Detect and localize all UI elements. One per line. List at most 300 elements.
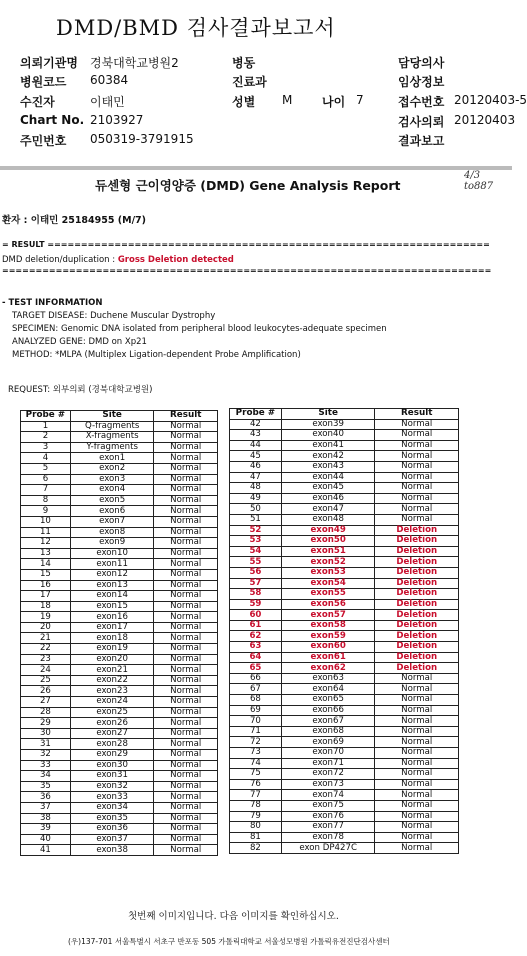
table-row: [230, 557, 459, 568]
site-cell: exon2: [70, 463, 154, 474]
result-cell: Normal: [154, 601, 218, 612]
result-cell: Normal: [154, 718, 218, 729]
site-cell: exon28: [70, 739, 154, 750]
table-row: [230, 504, 459, 515]
site-cell: Y-fragments: [70, 442, 154, 453]
site-cell: exon68: [281, 726, 375, 737]
table-row: [230, 461, 459, 472]
result-cell: Normal: [154, 432, 218, 443]
result-cell: Normal: [154, 792, 218, 803]
col-site-header: Site: [281, 409, 375, 420]
result-cell: Normal: [154, 665, 218, 676]
chart-no-label: Chart No.: [20, 113, 85, 127]
table-row: [21, 559, 218, 570]
request-label: 검사의뢰: [398, 115, 445, 129]
site-cell: exon41: [281, 440, 375, 451]
site-cell: exon4: [70, 485, 154, 496]
result-cell: Normal: [154, 750, 218, 761]
chart-no-value: 2103927: [90, 113, 144, 127]
result-cell: Normal: [375, 461, 459, 472]
probe-cell: 35: [21, 781, 71, 792]
table-row: [21, 506, 218, 517]
table-row: [21, 697, 218, 708]
site-cell: exon36: [70, 824, 154, 835]
site-cell: exon16: [70, 612, 154, 623]
result-cell: Normal: [154, 559, 218, 570]
request-line: REQUEST: 외부의뢰 (경북대학교병원): [8, 385, 153, 395]
request-date-value: 20120403: [454, 113, 516, 127]
probe-cell: 40: [21, 834, 71, 845]
result-cell: Normal: [375, 472, 459, 483]
result-cell: Normal: [375, 811, 459, 822]
result-cell: Normal: [154, 527, 218, 538]
result-cell: Normal: [154, 824, 218, 835]
method: METHOD: *MLPA (Multiplex Ligation-dependent Probe Amplification): [12, 350, 301, 360]
site-cell: exon29: [70, 750, 154, 761]
table-row: [21, 442, 218, 453]
probe-cell: 34: [21, 771, 71, 782]
result-cell: Deletion: [375, 652, 459, 663]
table-row: [21, 686, 218, 697]
table-row: [230, 430, 459, 441]
site-cell: exon24: [70, 697, 154, 708]
site-cell: exon59: [281, 631, 375, 642]
result-cell: Normal: [154, 612, 218, 623]
site-cell: exon56: [281, 599, 375, 610]
site-cell: exon43: [281, 461, 375, 472]
site-cell: exon61: [281, 652, 375, 663]
result-cell: Deletion: [375, 546, 459, 557]
site-cell: exon46: [281, 493, 375, 504]
site-cell: exon70: [281, 748, 375, 759]
probe-cell: 14: [21, 559, 71, 570]
result-cell: Normal: [154, 739, 218, 750]
probe-cell: 59: [230, 599, 282, 610]
table-row: [230, 440, 459, 451]
result-cell: Normal: [375, 695, 459, 706]
target-disease: TARGET DISEASE: Duchene Muscular Dystrophy: [12, 311, 216, 321]
table-row: [230, 758, 459, 769]
result-cell: Deletion: [375, 631, 459, 642]
test-info-heading: - TEST INFORMATION: [2, 298, 103, 308]
result-cell: Normal: [375, 440, 459, 451]
handnote-line-2: to887: [464, 181, 494, 192]
result-rule: = RESULT ==================================================================: [2, 240, 490, 249]
result-cell: Normal: [154, 633, 218, 644]
probe-cell: 78: [230, 800, 282, 811]
handnote-line-1: 4/3: [464, 170, 481, 181]
probe-cell: 66: [230, 673, 282, 684]
site-cell: exon76: [281, 811, 375, 822]
site-cell: exon38: [70, 845, 154, 856]
probe-cell: 57: [230, 578, 282, 589]
probe-cell: 22: [21, 644, 71, 655]
site-cell: X-fragments: [70, 432, 154, 443]
result-cell: Normal: [375, 493, 459, 504]
table-row: [230, 642, 459, 653]
probe-cell: 55: [230, 557, 282, 568]
table-row: [21, 453, 218, 464]
site-cell: exon62: [281, 663, 375, 674]
table-row: [21, 622, 218, 633]
table-row: [230, 832, 459, 843]
result-cell: Normal: [154, 644, 218, 655]
table-row: [21, 527, 218, 538]
table-row: [230, 822, 459, 833]
probe-cell: 70: [230, 716, 282, 727]
probe-cell: 77: [230, 790, 282, 801]
result-cell: Normal: [154, 834, 218, 845]
result-cell: Normal: [154, 569, 218, 580]
table-row: [21, 750, 218, 761]
col-result-header: Result: [375, 409, 459, 420]
table-row: [230, 663, 459, 674]
probe-cell: 32: [21, 750, 71, 761]
site-cell: exon63: [281, 673, 375, 684]
table-row: [230, 726, 459, 737]
table-row: [21, 644, 218, 655]
result-cell: Deletion: [375, 642, 459, 653]
table-row: [230, 419, 459, 430]
probe-table-left: [20, 410, 218, 856]
probe-cell: 26: [21, 686, 71, 697]
site-cell: exon14: [70, 591, 154, 602]
probe-cell: 48: [230, 483, 282, 494]
table-row: [230, 578, 459, 589]
site-cell: exon7: [70, 516, 154, 527]
site-cell: exon52: [281, 557, 375, 568]
result-cell: Deletion: [375, 525, 459, 536]
table-row: [21, 771, 218, 782]
probe-cell: 25: [21, 675, 71, 686]
result-cell: Normal: [375, 748, 459, 759]
result-cell: Normal: [154, 474, 218, 485]
table-row: [21, 612, 218, 623]
result-prefix: DMD deletion/duplication :: [2, 255, 118, 265]
report-title: 듀센형 근이영양증 (DMD) Gene Analysis Report: [95, 178, 401, 193]
site-cell: exon74: [281, 790, 375, 801]
probe-cell: 54: [230, 546, 282, 557]
site-cell: exon73: [281, 779, 375, 790]
site-cell: exon48: [281, 514, 375, 525]
result-cell: Normal: [375, 684, 459, 695]
result-cell: Normal: [154, 442, 218, 453]
table-row: [230, 610, 459, 621]
table-row: [21, 760, 218, 771]
probe-cell: 11: [21, 527, 71, 538]
result-cell: Normal: [375, 822, 459, 833]
result-cell: Normal: [375, 514, 459, 525]
probe-cell: 47: [230, 472, 282, 483]
probe-cell: 58: [230, 589, 282, 600]
probe-table-right: [229, 408, 459, 854]
table-row: [21, 601, 218, 612]
table-row: [21, 781, 218, 792]
result-cell: Normal: [154, 686, 218, 697]
table-row: [21, 591, 218, 602]
result-cell: Deletion: [375, 536, 459, 547]
result-cell: Deletion: [375, 589, 459, 600]
probe-cell: 39: [21, 824, 71, 835]
result-cell: Normal: [375, 705, 459, 716]
site-cell: exon37: [70, 834, 154, 845]
probe-cell: 23: [21, 654, 71, 665]
probe-cell: 3: [21, 442, 71, 453]
institution-label: 의뢰기관명: [20, 56, 78, 70]
table-row: [21, 432, 218, 443]
table-row: [21, 516, 218, 527]
site-cell: exon1: [70, 453, 154, 464]
probe-cell: 43: [230, 430, 282, 441]
site-cell: exon6: [70, 506, 154, 517]
site-cell: exon27: [70, 728, 154, 739]
table-row: [230, 716, 459, 727]
site-cell: exon20: [70, 654, 154, 665]
site-cell: exon21: [70, 665, 154, 676]
examinee-label: 수진자: [20, 95, 55, 109]
site-cell: exon66: [281, 705, 375, 716]
result-cell: Normal: [375, 800, 459, 811]
patient-line: 환자 : 이태민 25184955 (M/7): [2, 215, 147, 226]
probe-cell: 13: [21, 548, 71, 559]
result-cell: Deletion: [375, 610, 459, 621]
result-cell: Normal: [375, 769, 459, 780]
table-row: [230, 684, 459, 695]
probe-cell: 20: [21, 622, 71, 633]
age-label: 나이: [322, 95, 346, 109]
probe-cell: 15: [21, 569, 71, 580]
probe-cell: 56: [230, 567, 282, 578]
probe-cell: 69: [230, 705, 282, 716]
result-cell: Deletion: [375, 567, 459, 578]
site-cell: exon71: [281, 758, 375, 769]
probe-cell: 6: [21, 474, 71, 485]
result-cell: Normal: [375, 843, 459, 854]
probe-cell: 65: [230, 663, 282, 674]
site-cell: exon47: [281, 504, 375, 515]
site-cell: exon65: [281, 695, 375, 706]
probe-cell: 37: [21, 802, 71, 813]
clinical-info-label: 임상정보: [398, 75, 445, 89]
table-row: [21, 538, 218, 549]
table-row: [230, 536, 459, 547]
table-row: [21, 421, 218, 432]
result-cell: Deletion: [375, 620, 459, 631]
site-cell: exon42: [281, 451, 375, 462]
probe-cell: 2: [21, 432, 71, 443]
probe-cell: 63: [230, 642, 282, 653]
table-row: [230, 472, 459, 483]
result-cell: Normal: [154, 728, 218, 739]
probe-cell: 36: [21, 792, 71, 803]
table-row: [21, 654, 218, 665]
result-cell: Normal: [154, 421, 218, 432]
site-cell: exon35: [70, 813, 154, 824]
probe-cell: 61: [230, 620, 282, 631]
rrn-label: 주민번호: [20, 134, 67, 148]
probe-cell: 4: [21, 453, 71, 464]
table-row: [230, 652, 459, 663]
table-row: [230, 546, 459, 557]
probe-cell: 80: [230, 822, 282, 833]
result-cell: Normal: [154, 538, 218, 549]
probe-cell: 45: [230, 451, 282, 462]
site-cell: exon8: [70, 527, 154, 538]
table-row: [230, 737, 459, 748]
site-cell: exon64: [281, 684, 375, 695]
result-report-label: 결과보고: [398, 134, 445, 148]
site-cell: exon3: [70, 474, 154, 485]
result-cell: Normal: [375, 737, 459, 748]
col-result-header: Result: [154, 411, 218, 422]
site-cell: exon31: [70, 771, 154, 782]
site-cell: exon9: [70, 538, 154, 549]
table-row: [230, 589, 459, 600]
site-cell: exon15: [70, 601, 154, 612]
probe-cell: 8: [21, 495, 71, 506]
probe-cell: 18: [21, 601, 71, 612]
probe-cell: 73: [230, 748, 282, 759]
col-site-header: Site: [70, 411, 154, 422]
probe-cell: 82: [230, 843, 282, 854]
result-cell: Normal: [154, 813, 218, 824]
site-cell: exon DP427C: [281, 843, 375, 854]
site-cell: exon44: [281, 472, 375, 483]
probe-cell: 44: [230, 440, 282, 451]
probe-cell: 60: [230, 610, 282, 621]
site-cell: exon55: [281, 589, 375, 600]
table-row: [230, 631, 459, 642]
probe-cell: 50: [230, 504, 282, 515]
probe-cell: 53: [230, 536, 282, 547]
page-title: DMD/BMD 검사결과보고서: [56, 16, 336, 40]
table-row: [21, 548, 218, 559]
site-cell: exon13: [70, 580, 154, 591]
result-cell: Normal: [154, 548, 218, 559]
result-cell: Normal: [154, 771, 218, 782]
table-row: [21, 845, 218, 856]
probe-cell: 31: [21, 739, 71, 750]
table-row: [230, 567, 459, 578]
result-cell: Normal: [375, 419, 459, 430]
probe-cell: 12: [21, 538, 71, 549]
site-cell: Q-fragments: [70, 421, 154, 432]
site-cell: exon30: [70, 760, 154, 771]
table-row: [230, 705, 459, 716]
table-row: [230, 599, 459, 610]
table-row: [21, 813, 218, 824]
table-row: [21, 834, 218, 845]
result-cell: Normal: [154, 485, 218, 496]
site-cell: exon26: [70, 718, 154, 729]
table-row: [230, 769, 459, 780]
probe-cell: 76: [230, 779, 282, 790]
site-cell: exon78: [281, 832, 375, 843]
probe-cell: 74: [230, 758, 282, 769]
site-cell: exon10: [70, 548, 154, 559]
probe-cell: 71: [230, 726, 282, 737]
result-cell: Normal: [375, 430, 459, 441]
site-cell: exon54: [281, 578, 375, 589]
result-cell: Normal: [375, 504, 459, 515]
table-row: [230, 514, 459, 525]
rrn-value: 050319-3791915: [90, 132, 194, 146]
site-cell: exon75: [281, 800, 375, 811]
ward-label: 병동: [232, 56, 256, 70]
site-cell: exon17: [70, 622, 154, 633]
result-cell: Normal: [154, 781, 218, 792]
scanned-report: [0, 170, 512, 956]
col-probe-header: Probe #: [230, 409, 282, 420]
probe-cell: 75: [230, 769, 282, 780]
probe-cell: 46: [230, 461, 282, 472]
table-row: [230, 695, 459, 706]
table-row: [230, 779, 459, 790]
probe-cell: 9: [21, 506, 71, 517]
result-cell: Normal: [375, 790, 459, 801]
site-cell: exon5: [70, 495, 154, 506]
site-cell: exon60: [281, 642, 375, 653]
site-cell: exon49: [281, 525, 375, 536]
table-row: [230, 748, 459, 759]
result-cell: Normal: [154, 760, 218, 771]
result-cell: Normal: [375, 832, 459, 843]
site-cell: exon39: [281, 419, 375, 430]
table-row: [21, 665, 218, 676]
table-row: [21, 802, 218, 813]
probe-cell: 33: [21, 760, 71, 771]
result-cell: Normal: [375, 451, 459, 462]
result-cell: Normal: [154, 591, 218, 602]
result-cell: Normal: [375, 726, 459, 737]
image-notice: 첫번째 이미지입니다. 다음 이미지를 확인하십시오.: [128, 911, 339, 922]
dept-label: 진료과: [232, 75, 267, 89]
site-cell: exon22: [70, 675, 154, 686]
result-cell: Normal: [375, 483, 459, 494]
hospital-code-value: 60384: [90, 73, 129, 87]
result-cell: Normal: [154, 845, 218, 856]
col-probe-header: Probe #: [21, 411, 71, 422]
site-cell: exon23: [70, 686, 154, 697]
table-row: [230, 800, 459, 811]
probe-cell: 19: [21, 612, 71, 623]
probe-cell: 62: [230, 631, 282, 642]
site-cell: exon11: [70, 559, 154, 570]
site-cell: exon18: [70, 633, 154, 644]
probe-cell: 17: [21, 591, 71, 602]
result-cell: Normal: [154, 707, 218, 718]
result-cell: Deletion: [375, 578, 459, 589]
institution-value: 경북대학교병원2: [90, 56, 179, 70]
probe-cell: 38: [21, 813, 71, 824]
result-cell: Normal: [154, 495, 218, 506]
table-row: [230, 843, 459, 854]
probe-cell: 29: [21, 718, 71, 729]
probe-cell: 7: [21, 485, 71, 496]
result-end-rule: =========================================================================: [2, 266, 492, 275]
probe-cell: 16: [21, 580, 71, 591]
probe-cell: 52: [230, 525, 282, 536]
table-row: [230, 790, 459, 801]
result-cell: Normal: [375, 758, 459, 769]
site-cell: exon69: [281, 737, 375, 748]
receipt-label: 접수번호: [398, 95, 445, 109]
table-row: [230, 483, 459, 494]
site-cell: exon40: [281, 430, 375, 441]
probe-cell: 41: [21, 845, 71, 856]
table-row: [230, 811, 459, 822]
table-row: [230, 673, 459, 684]
